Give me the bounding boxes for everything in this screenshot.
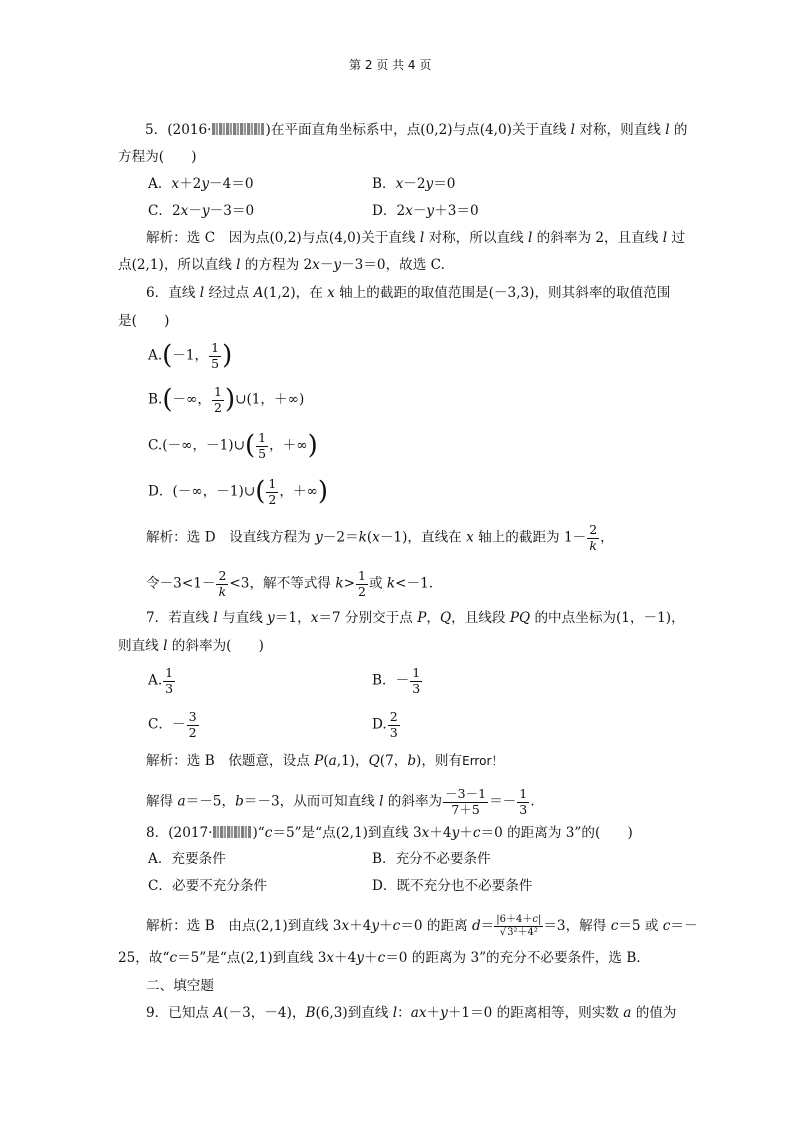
q6-option-d: D．(－∞，－1)∪( $\frac{1}{2}$ ，＋∞) [148,476,329,507]
q6-stem-line2: 是( ) [118,313,170,329]
q5-option-d: D．2x－y＋3＝0 [372,203,479,219]
q7-solution-line2: 解得 a＝－5，b＝－3，从而可知直线 l 的斜率为 $\frac{-3-1}{7+5}$ ＝－ $\frac{1}{3}$ . [146,786,535,817]
q5-option-b: B．x－2y＝0 [372,176,456,192]
q8-solution-line1: 解析：选 B 由点(2,1)到直线 3x＋4y＋c＝0 的距离 d＝ $\frac{|6+4+c|}{\text{√3²＋4²}}$ ＝3，解得 c＝5 或 c＝－ [146,914,698,938]
q8-option-a: A．充要条件 [148,851,226,867]
q5-stem-line2: 方程为( ) [118,149,197,165]
q6-solution-line2: 令－3<1－ $\frac{2}{k}$ <3，解不等式得 k> $\frac{1}{2}$ 或 k<－1. [146,568,434,599]
q5-stem-line1: 5．(2016· )在平面直角坐标系中，点(0,2)与点(4,0)关于直线 l 对称，则直线 l 的 [145,122,688,138]
q9-stem-line1: 9．已知点 A(－3，－4)，B(6,3)到直线 l：ax＋y＋1＝0 的距离相等，则实数 a 的值为 [146,1005,677,1021]
q7-option-b: B．－ $\frac{1}{3}$ [372,665,421,696]
q8-solution-line2: 25，故“c＝5”是“点(2,1)到直线 3x＋4y＋c＝0 的距离为 3”的充分不必要条件，选 B. [118,950,641,966]
q8-stem-line1: 8．(2017· )“c＝5”是“点(2,1)到直线 3x＋4y＋c＝0 的距离为 3”的( ) [146,825,633,841]
q5-option-a: A．x＋2y－4＝0 [148,176,254,192]
source-stamp-image [212,123,264,135]
q7-stem-line1: 7．若直线 l 与直线 y＝1，x＝7 分别交于点 P，Q，且线段 PQ 的中点坐标为(1，－1)， [146,610,685,626]
q8-option-d: D．既不充分也不必要条件 [372,878,533,894]
q6-solution-line1: 解析：选 D 设直线方程为 y－2＝k(x－1)，直线在 x 轴上的截距为 1－ $\frac{2}{k}$ ， [146,522,614,553]
page-header: 第 2 页 共 4 页 [349,58,432,72]
q7-option-d: D. $\frac{2}{3}$ [372,709,398,740]
q8-option-b: B．充分不必要条件 [372,851,491,867]
q8-option-c: C．必要不充分条件 [148,878,268,894]
q7-stem-line2: 则直线 l 的斜率为( ) [118,638,264,654]
q7-solution-line1: 解析：选 B 依题意，设点 P(a,1)，Q(7，b)，则有Error！ [146,753,504,769]
q6-option-b: B.(－∞， $\frac{1}{2}$ )∪(1，＋∞) [148,384,305,415]
q7-option-c: C．－ $\frac{3}{2}$ [148,709,197,740]
q6-option-c: C.(－∞，－1)∪( $\frac{1}{5}$ ，＋∞) [148,430,318,461]
q7-option-a: A. $\frac{1}{3}$ [148,665,174,696]
section-title: 二、填空题 [146,978,214,994]
q5-solution-line1: 解析：选 C 因为点(0,2)与点(4,0)关于直线 l 对称，所以直线 l 的斜率为 2，且直线 l 过 [146,230,685,246]
q5-option-c: C．2x－y－3＝0 [148,203,255,219]
q6-option-a: A.(－1， $\frac{1}{5}$ ) [148,340,233,371]
source-stamp-image [213,826,251,838]
q5-solution-line2: 点(2,1)，所以直线 l 的方程为 2x－y－3＝0，故选 C. [118,257,445,273]
q6-stem-line1: 6．直线 l 经过点 A(1,2)，在 x 轴上的截距的取值范围是(－3,3)，则其斜率的取值范围 [146,285,671,301]
